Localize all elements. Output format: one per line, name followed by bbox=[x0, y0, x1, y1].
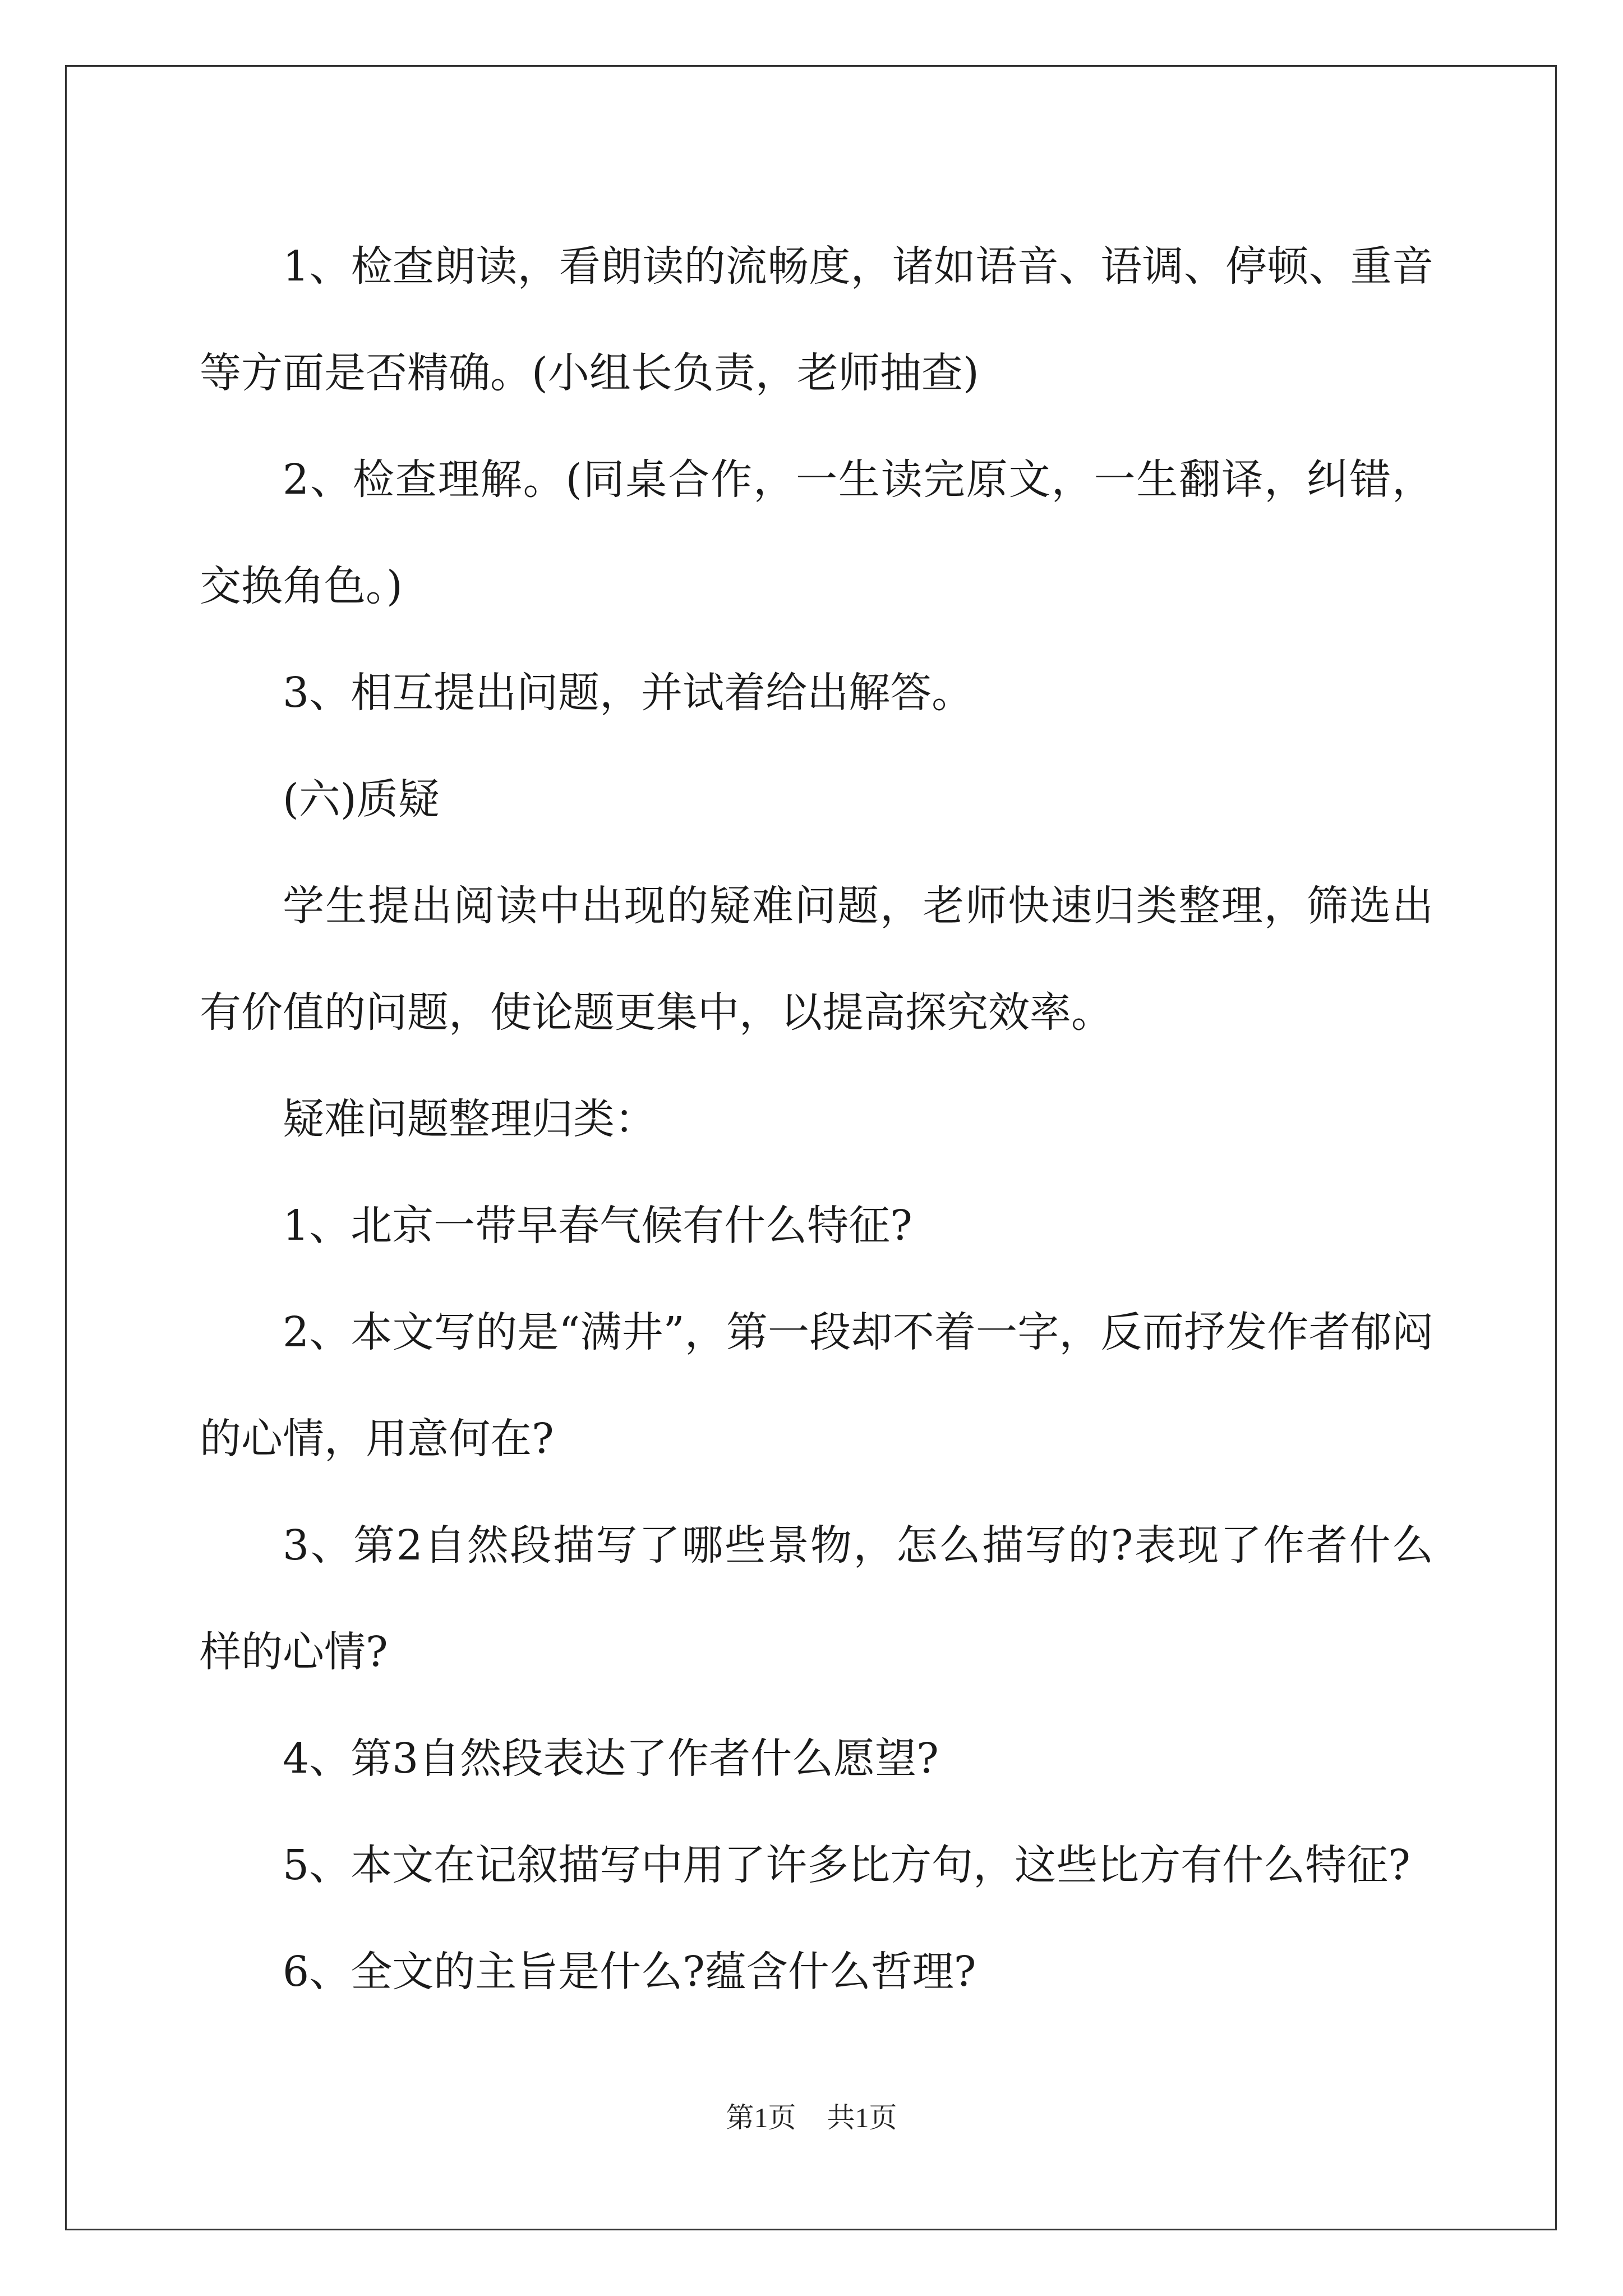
question-item: 4、第3自然段表达了作者什么愿望? bbox=[283, 1734, 939, 1783]
paragraph: 1、检查朗读，看朗读的流畅度，诸如语音、语调、停顿、重音等方面是否精确。(小组长负责，老师抽查) bbox=[200, 242, 1433, 397]
question-item: 5、本文在记叙描写中用了许多比方句，这些比方有什么特征? bbox=[283, 1841, 1410, 1889]
question-item: 6、全文的主旨是什么?蕴含什么哲理? bbox=[283, 1948, 976, 1996]
question-item: 3、第2自然段描写了哪些景物，怎么描写的?表现了作者什么样的心情? bbox=[200, 1521, 1433, 1676]
paragraph: 学生提出阅读中出现的疑难问题，老师快速归类整理，筛选出有价值的问题，使论题更集中，以提高探究效率。 bbox=[200, 882, 1433, 1037]
page-footer bbox=[0, 2095, 1623, 2136]
question-item: 1、北京一带早春气候有什么特征? bbox=[283, 1202, 912, 1250]
document-body bbox=[200, 213, 1433, 2025]
section-heading: (六)质疑 bbox=[283, 775, 440, 823]
list-heading: 疑难问题整理归类： bbox=[283, 1095, 656, 1143]
paragraph: 3、相互提出问题，并试着给出解答。 bbox=[283, 669, 974, 717]
page-number: 第1页 bbox=[726, 2102, 796, 2133]
paragraph: 2、检查理解。(同桌合作，一生读完原文，一生翻译，纠错，交换角色。) bbox=[200, 455, 1433, 610]
page-total: 共1页 bbox=[827, 2102, 897, 2133]
question-item: 2、本文写的是“满井”，第一段却不着一字，反而抒发作者郁闷的心情，用意何在? bbox=[200, 1308, 1433, 1463]
